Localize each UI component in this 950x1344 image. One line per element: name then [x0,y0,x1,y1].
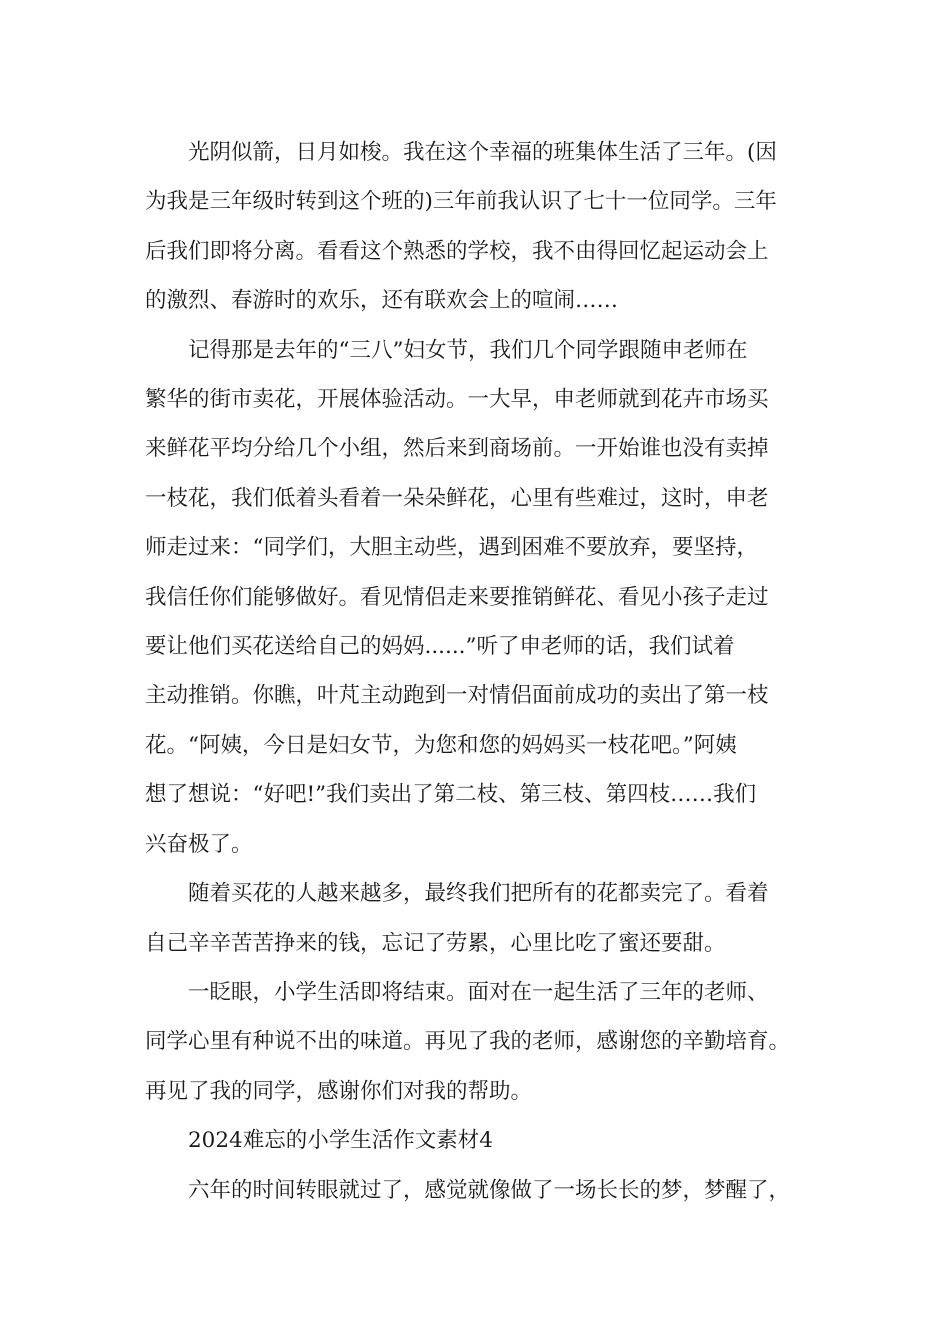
text-line: 六年的时间转眼就过了，感觉就像做了一场长长的梦，梦醒了， [188,1177,791,1203]
text-line: 主动推销。你瞧，叶芃主动跑到一对情侣面前成功的卖出了第一枝 [145,683,769,709]
paragraph-3 [145,869,810,968]
text-line: 后我们即将分离。看看这个熟悉的学校，我不由得回忆起运动会上 [145,238,769,264]
text-line: 为我是三年级时转到这个班的)三年前我认识了七十一位同学。三年 [145,189,777,215]
text-line: 光阴似箭，日月如梭。我在这个幸福的班集体生活了三年。(因 [188,140,777,165]
document-body [145,128,810,1215]
paragraph-5 [145,1166,810,1215]
text-line: 花。“阿姨，今日是妇女节，为您和您的妈妈买一枝花吧。”阿姨 [145,732,737,758]
text-line: 再见了我的同学，感谢你们对我的帮助。 [145,1078,533,1104]
text-line: 要让他们买花送给自己的妈妈......”听了申老师的话，我们试着 [145,634,735,660]
text-line: 自己辛辛苦苦挣来的钱，忘记了劳累，心里比吃了蜜还要甜。 [145,930,726,956]
text-line: 的激烈、春游时的欢乐，还有联欢会上的喧闹…… [145,288,619,314]
text-line: 师走过来：“同学们，大胆主动些，遇到困难不要放弃，要坚持， [145,535,758,561]
text-line: 兴奋极了。 [145,831,253,857]
text-line: 一枝花，我们低着头看着一朵朵鲜花，心里有些难过，这时，申老 [145,485,769,511]
text-line: 一眨眼，小学生活即将结束。面对在一起生活了三年的老师、 [188,979,769,1005]
section-heading: 2024难忘的小学生活作文素材4 [188,1128,493,1154]
paragraph-4 [145,968,810,1116]
text-line: 来鲜花平均分给几个小组，然后来到商场前。一开始谁也没有卖掉 [145,436,769,462]
text-line: 随着买花的人越来越多，最终我们把所有的花都卖完了。看着 [188,881,769,907]
text-line: 我信任你们能够做好。看见情侣走来要推销鲜花、看见小孩子走过 [145,584,769,610]
paragraph-1 [145,128,810,326]
paragraph-2 [145,326,810,869]
text-line: 同学心里有种说不出的味道。再见了我的老师，感谢您的辛勤培育。 [145,1029,791,1055]
text-line: 记得那是去年的“三八”妇女节，我们几个同学跟随申老师在 [188,337,748,363]
text-line: 想了想说：“好吧!”我们卖出了第二枝、第三枝、第四枝……我们 [145,782,757,808]
text-line: 繁华的街市卖花，开展体验活动。一大早，申老师就到花卉市场买 [145,387,769,413]
